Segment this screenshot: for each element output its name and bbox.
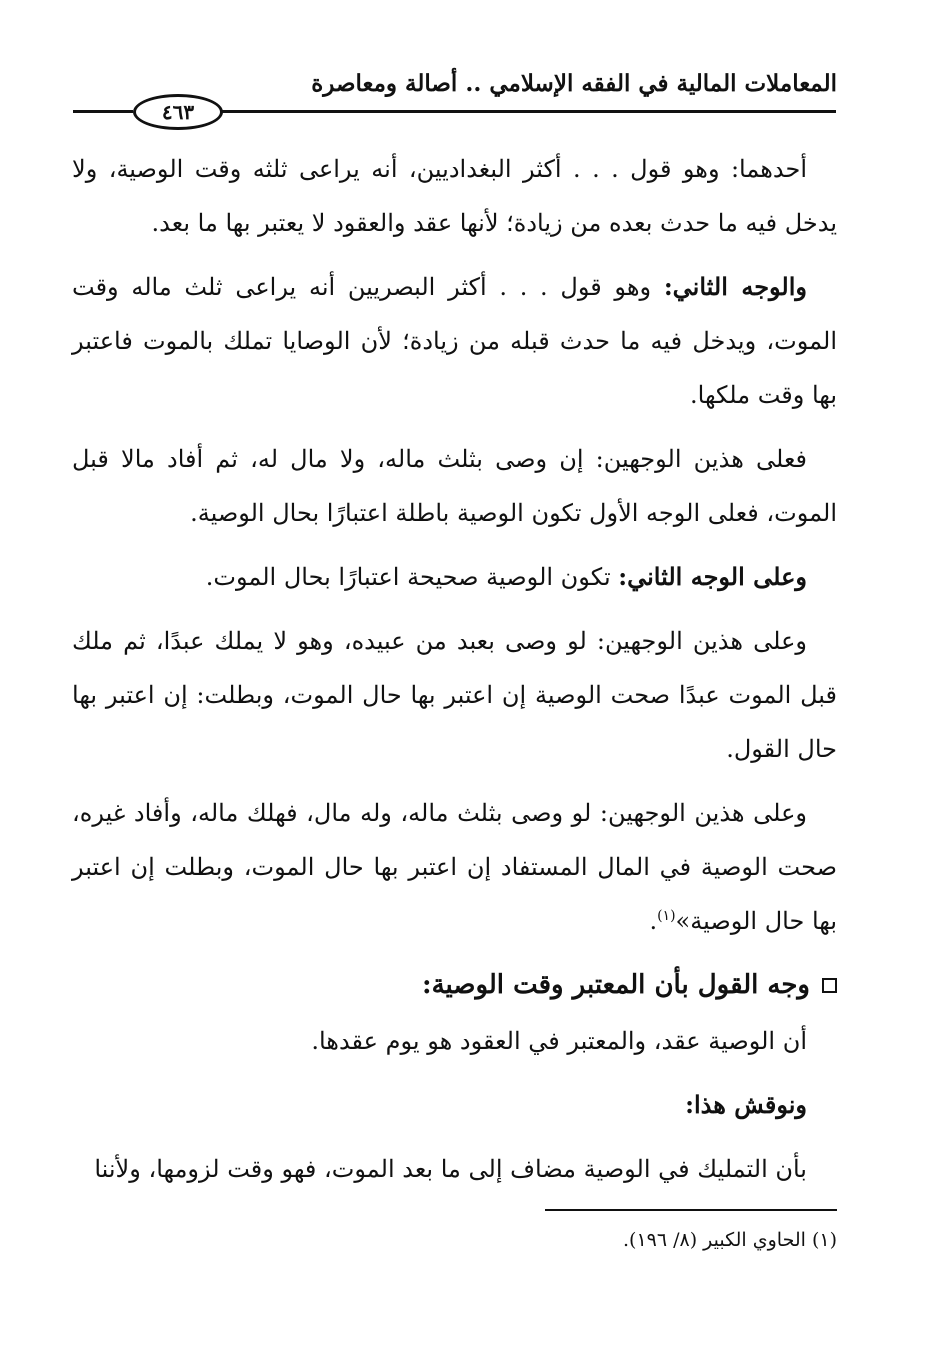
square-bullet-icon [822,978,837,993]
discussion-label [72,1078,837,1132]
paragraph-4 [72,550,837,604]
footnote-divider [545,1209,837,1211]
main-text [72,142,837,1206]
paragraph-lead: وعلى الوجه الثاني: [618,562,807,591]
paragraph-tail: . [649,907,658,935]
section-paragraph [72,1014,837,1068]
running-title: المعاملات المالية في الفقه الإسلامي .. أصالة ومعاصرة [311,70,837,97]
paragraph-text: وعلى هذين الوجهين: لو وصى بعبد من عبيده، وهو لا يملك عبدًا، ثم ملك قبل الموت عبدًا صحت الوصية إن اعتبر بها حال الموت، وبطلت: إن اعتبر بها حال القول. [72,627,838,763]
section-paragraph-text: أن الوصية عقد، والمعتبر في العقود هو يوم عقدها. [311,1027,807,1055]
discussion-label-text: ونوقش هذا: [685,1090,807,1119]
paragraph-3 [72,432,837,540]
section-heading-text: وجه القول بأن المعتبر وقت الوصية: [421,970,810,1000]
paragraph-5 [72,614,837,776]
page-number-badge [133,94,223,130]
header-rule-right [218,110,836,113]
page-number: ٤٦٣ [161,100,195,124]
header-rule-left [73,110,133,113]
paragraph-lead: والوجه الثاني: [663,272,808,301]
paragraph-text: وهو قول . . . أكثر البصريين أنه يراعى ثلث ماله وقت الموت، ويدخل فيه ما حدث قبله من زيادة؛ لأن الوصايا تملك بالموت فاعتبر بها وقت ملكها. [72,273,837,409]
paragraph-text: فعلى هذين الوجهين: إن وصى بثلث ماله، ولا مال له، ثم أفاد مالا قبل الموت، فعلى الوجه الأول تكون الوصية باطلة اعتبارًا بحال الوصية. [72,445,837,527]
paragraph-text: وعلى هذين الوجهين: لو وصى بثلث ماله، وله مال، فهلك ماله، وأفاد غيره، صحت الوصية في المال المستفاد إن اعتبر بها حال الموت، وبطلت إن اعتبر بها حال الوصية» [72,799,837,935]
section-heading [72,958,837,1012]
paragraph-text: تكون الوصية صحيحة اعتبارًا بحال الموت. [205,563,619,591]
footnote: (١) الحاوي الكبير (٨/ ١٩٦). [622,1229,837,1251]
paragraph-6 [72,786,837,948]
discussion-paragraph [72,1142,837,1196]
paragraph-2 [72,260,837,422]
paragraph-1 [72,142,837,250]
footnote-reference: (١) [657,908,676,924]
paragraph-text: أحدهما: وهو قول . . . أكثر البغداديين، أنه يراعى ثلثه وقت الوصية، ولا يدخل فيه ما حدث بعده من زيادة؛ لأنها عقد والعقود لا يعتبر بها ما بعد. [72,155,837,237]
discussion-paragraph-text: بأن التمليك في الوصية مضاف إلى ما بعد الموت، فهو وقت لزومها، ولأننا [94,1155,807,1183]
